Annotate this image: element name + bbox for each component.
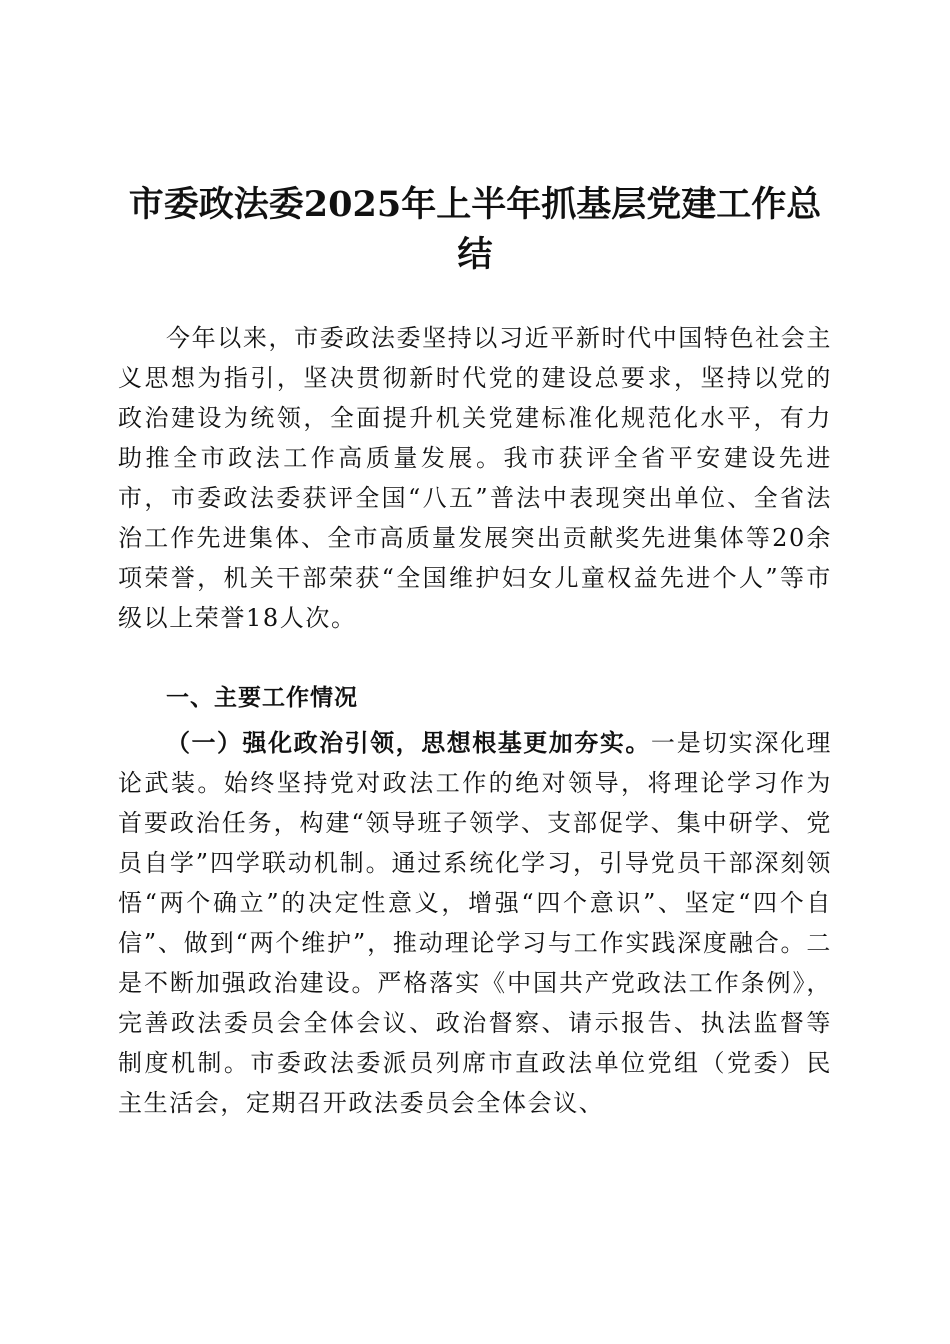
section-heading: 一、主要工作情况	[166, 685, 358, 711]
subsection-paragraph	[118, 723, 832, 1123]
subsection-lead: （一）强化政治引领，思想根基更加夯实。	[166, 729, 651, 757]
document-title: 市委政法委2025年上半年抓基层党建工作总结	[128, 184, 822, 275]
intro-paragraph: 今年以来，市委政法委坚持以习近平新时代中国特色社会主义思想为指引，坚决贯彻新时代党的建设总要求，坚持以党的政治建设为统领，全面提升机关党建标准化规范化水平，有力助推全市政法工作高质量发展。我市获评全省平安建设先进市，市委政法委获评全国“八五”普法中表现突出单位、全省法治工作先进集体、全市高质量发展突出贡献奖先进集体等20余项荣誉，机关干部荣获“全国维护妇女儿童权益先进个人”等市级以上荣誉18人次。	[118, 324, 832, 632]
subsection-body: 一是切实深化理论武装。始终坚持党对政法工作的绝对领导，将理论学习作为首要政治任务，构建“领导班子领学、支部促学、集中研学、党员自学”四学联动机制。通过系统化学习，引导党员干部深刻领悟“两个确立”的决定性意义，增强“四个意识”、坚定“四个自信”、做到“两个维护”，推动理论学习与工作实践深度融合。二是不断加强政治建设。严格落实《中国共产党政法工作条例》，完善政法委员会全体会议、政治督察、请示报告、执法监督等制度机制。市委政法委派员列席市直政法单位党组（党委）民主生活会，定期召开政法委员会全体会议、	[118, 729, 832, 1117]
